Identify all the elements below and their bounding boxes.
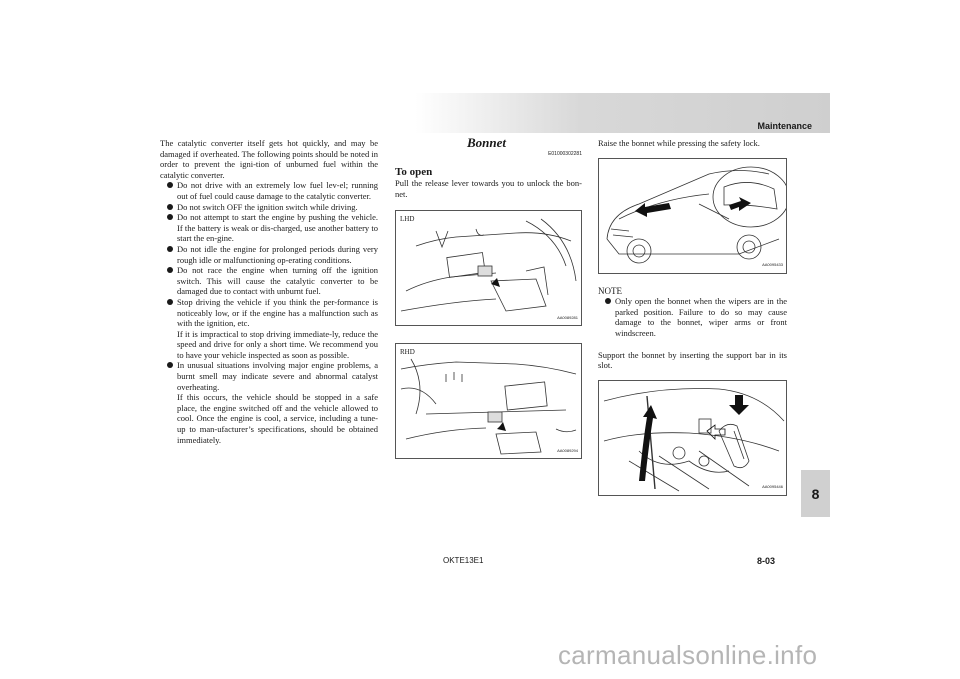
page-number: 8-03 <box>757 556 776 566</box>
figure-code: AA0095433 <box>762 262 783 267</box>
left-column <box>160 138 378 445</box>
middle-column <box>395 135 582 459</box>
page-title: Bonnet <box>467 135 507 150</box>
figure-code: AA0089294 <box>557 447 578 453</box>
list-item: Do not race the engine when turning off the ignition switch. This will cause the catalytic converter to be damaged due to contact with unburnt fuel. <box>160 265 378 297</box>
subheading-to-open: To open <box>395 166 433 178</box>
list-item: Do not switch OFF the ignition switch while driving. <box>160 202 378 213</box>
bullet-icon <box>167 267 173 273</box>
list-item: Do not idle the engine for prolonged periods during very rough idle or malfunctioning op-erating conditions. <box>160 244 378 265</box>
open-instruction: Pull the release lever towards you to unlock the bon-net. <box>395 178 582 199</box>
chapter-tab <box>801 470 830 517</box>
list-item: Only open the bonnet when the wipers are in the parked position. Failure to do so may cause damage to the bonnet, wiper arms or front windscreen. <box>598 296 787 338</box>
list-item: Do not drive with an extremely low fuel lev-el; running out of fuel could cause damage to the catalytic converter. <box>160 180 378 201</box>
figure-label-lhd: LHD <box>400 215 415 224</box>
bullet-icon <box>167 182 173 188</box>
section-code: E01000302281 <box>548 151 582 157</box>
bullet-icon <box>167 246 173 252</box>
section-title: Maintenance <box>757 121 812 131</box>
note-heading: NOTE <box>598 285 622 296</box>
figure-label-rhd: RHD <box>400 348 415 357</box>
raise-instruction: Raise the bonnet while pressing the safety lock. <box>598 138 760 148</box>
list-item: Stop driving the vehicle if you think the per-formance is noticeably low, or if the engine has a malfunction such as with the ignition, etc. If it is impractical to stop driving immediate-ly, reduce the speed and drive for only a short time. We recommend you to have your vehicle inspected as soon as possible. <box>160 297 378 361</box>
support-bar-illustration <box>599 381 786 495</box>
watermark: carmanualsonline.info <box>558 640 818 670</box>
catalytic-bullet-list <box>160 180 378 445</box>
figure-lhd <box>395 210 582 326</box>
figure-support-bar <box>598 380 787 496</box>
bullet-icon <box>605 298 611 304</box>
document-code: OKTE13E1 <box>443 556 484 565</box>
right-column <box>598 138 787 496</box>
bullet-icon <box>167 204 173 210</box>
figure-rhd <box>395 343 582 459</box>
figure-code: AA0095446 <box>762 484 783 490</box>
note-list <box>598 296 787 338</box>
intro-paragraph: The catalytic converter itself gets hot quickly, and may be damaged if overheated. The following points should be noted in order to prevent the igni-tion of unburned fuel within the catalytic converter. <box>160 138 378 180</box>
lhd-illustration <box>396 211 581 325</box>
rhd-illustration <box>396 344 581 458</box>
bullet-icon <box>167 362 173 368</box>
figure-code: AA0089281 <box>557 314 578 320</box>
bullet-icon <box>167 299 173 305</box>
figure-raise-bonnet <box>598 158 787 274</box>
chapter-number: 8 <box>811 485 820 502</box>
support-instruction: Support the bonnet by inserting the support bar in its slot. <box>598 349 787 371</box>
list-item: In unusual situations involving major engine problems, a burnt smell may indicate severe and abnormal catalyst overheating. If this occurs, the vehicle should be stopped in a safe place, the engine switched off and the vehicle allowed to cool. Once the engine is cool, a service, including a tune-up to man-ufacturer’s specifications, should be obtained immediately. <box>160 360 378 445</box>
bullet-icon <box>167 214 173 220</box>
bonnet-raise-illustration <box>599 159 786 273</box>
list-item: Do not attempt to start the engine by pushing the vehicle. If the battery is weak or dis-charged, use another battery to start the en-gine. <box>160 212 378 244</box>
